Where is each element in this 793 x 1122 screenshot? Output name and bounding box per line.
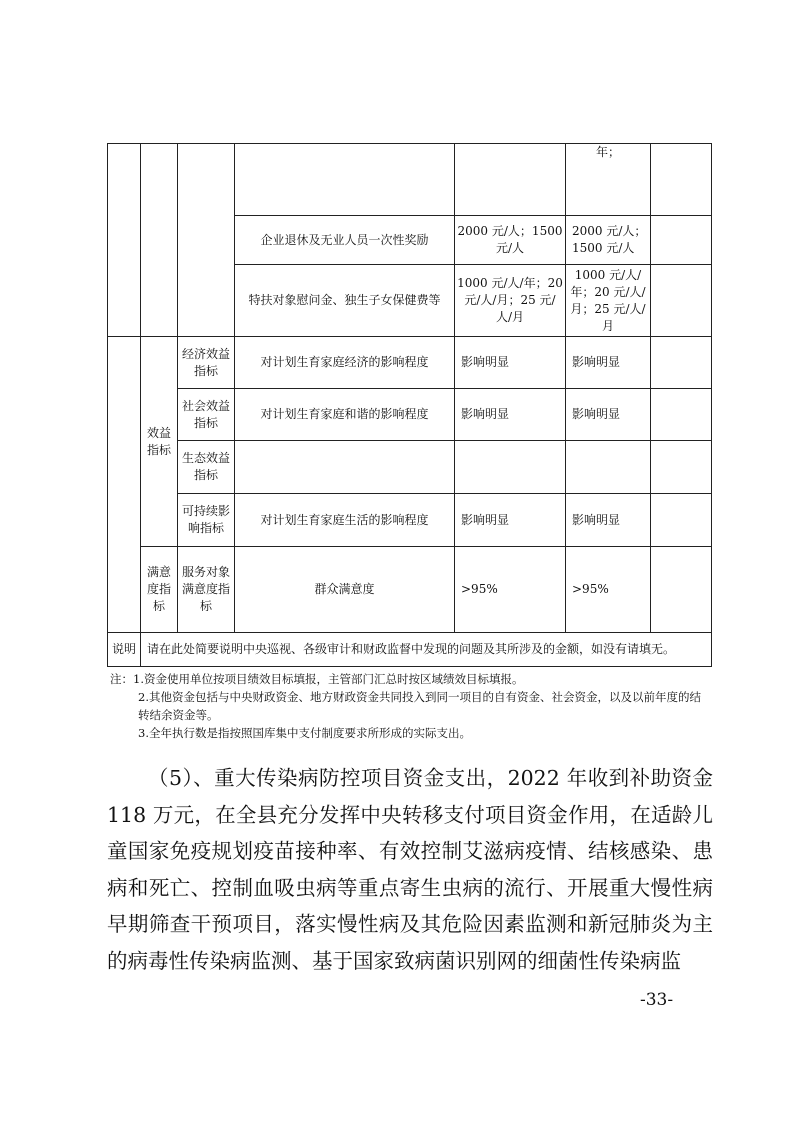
cell-item <box>235 144 455 216</box>
cell-target: >95% <box>455 547 566 633</box>
performance-table <box>107 143 712 667</box>
table-notes <box>110 670 710 742</box>
cell-actual: 影响明显 <box>566 389 651 441</box>
cell-target: 影响明显 <box>455 494 566 547</box>
remark-label: 说明 <box>108 633 141 667</box>
note-1: 注：1.资金使用单位按项目绩效目标填报，主管部门汇总时按区域绩效目标填报。 <box>110 672 524 686</box>
cell-actual: 年； <box>566 144 651 216</box>
remark-text: 请在此处简要说明中央巡视、各级审计和财政监督中发现的问题及其所涉及的金额，如没有请填无。 <box>141 633 712 667</box>
cell-subcategory: 可持续影响指标 <box>178 494 235 547</box>
cell-level2 <box>141 144 178 337</box>
cell-level1 <box>108 337 141 633</box>
cell-actual: 1000 元/人/年；20 元/人/月；25 元/人/月 <box>566 265 651 337</box>
cell-remark <box>651 337 712 389</box>
satisfaction-label: 满意度指标 <box>141 547 178 633</box>
cell-item: 对计划生育家庭生活的影响程度 <box>235 494 455 547</box>
cell-remark <box>651 441 712 494</box>
table-row <box>108 494 712 547</box>
cell-item <box>235 441 455 494</box>
cell-item: 对计划生育家庭经济的影响程度 <box>235 337 455 389</box>
cell-subcategory: 社会效益指标 <box>178 389 235 441</box>
body-text <box>107 760 713 979</box>
cell-item: 特扶对象慰问金、独生子女保健费等 <box>235 265 455 337</box>
table-row <box>108 389 712 441</box>
cell-remark <box>651 389 712 441</box>
cell-subcategory: 生态效益指标 <box>178 441 235 494</box>
cell-actual: 影响明显 <box>566 494 651 547</box>
cell-remark <box>651 265 712 337</box>
cell-remark <box>651 547 712 633</box>
cell-target: 影响明显 <box>455 389 566 441</box>
cell-actual: >95% <box>566 547 651 633</box>
table-row <box>108 441 712 494</box>
cell-level3 <box>178 144 235 337</box>
cell-target: 影响明显 <box>455 337 566 389</box>
paragraph: （5）、重大传染病防控项目资金支出，2022 年收到补助资金 118 万元，在全县充分发挥中央转移支付项目资金作用，在适龄儿童国家免疫规划疫苗接种率、有效控制艾滋病疫情、结核感染、患病和死亡、控制血吸虫病等重点寄生虫病的流行、开展重大慢性病早期筛查干预项目，落实慢性病及其危险因素监测和新冠肺炎为主的病毒性传染病监测、基于国家致病菌识别网的细菌性传染病监 <box>107 766 713 973</box>
cell-item: 对计划生育家庭和谐的影响程度 <box>235 389 455 441</box>
table-row <box>108 633 712 667</box>
note-2: 2.其他资金包括与中央财政资金、地方财政资金共同投入到同一项目的自有资金、社会资金，以及以前年度的结转结余资金等。 <box>138 690 701 722</box>
table-row <box>108 144 712 216</box>
page-number: -33- <box>640 990 674 1010</box>
cell-target <box>455 441 566 494</box>
cell-subcategory: 服务对象满意度指标 <box>178 547 235 633</box>
cell-item: 群众满意度 <box>235 547 455 633</box>
note-3: 3.全年执行数是指按照国库集中支付制度要求所形成的实际支出。 <box>138 726 471 740</box>
cell-actual: 影响明显 <box>566 337 651 389</box>
cell-target: 2000 元/人；1500 元/人 <box>455 216 566 265</box>
benefit-label: 效益指标 <box>141 337 178 547</box>
cell-remark <box>651 144 712 216</box>
cell-remark <box>651 216 712 265</box>
cell-item: 企业退休及无业人员一次性奖励 <box>235 216 455 265</box>
cell-actual <box>566 441 651 494</box>
cell-target: 1000 元/人/年；20 元/人/月；25 元/人/月 <box>455 265 566 337</box>
cell-subcategory: 经济效益指标 <box>178 337 235 389</box>
cell-target <box>455 144 566 216</box>
table-row <box>108 547 712 633</box>
cell-level1 <box>108 144 141 337</box>
cell-remark <box>651 494 712 547</box>
cell-actual: 2000 元/人；1500 元/人 <box>566 216 651 265</box>
table-row <box>108 337 712 389</box>
